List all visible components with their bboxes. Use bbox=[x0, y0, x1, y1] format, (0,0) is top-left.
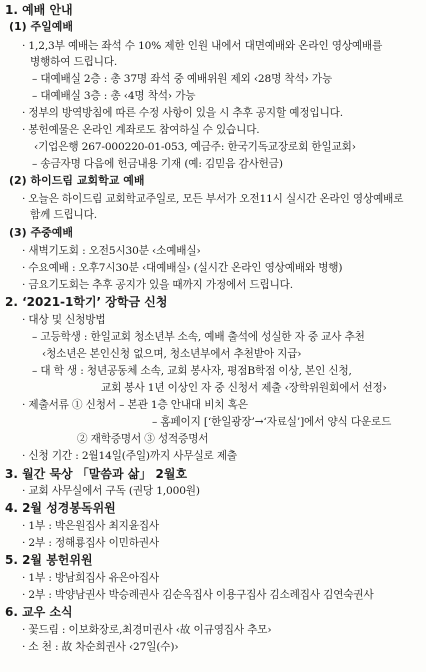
flower-donation: · 꽃드림 : 이보화장로,최경미권사 ‹故 이규영집사 추모› bbox=[22, 624, 272, 636]
wednesday-worship: · 수요예배 : 오후7시30분 ‹대예배실› (실시간 온라인 영상예배와 병행) bbox=[22, 262, 343, 274]
subscription-info: · 교회 사무실에서 구독 (권당 1,000원) bbox=[22, 485, 200, 497]
university-criteria: – 대 학 생 : 청년공동체 소속, 교회 봉사자, 평점B학점 이상, 본인 신청, bbox=[32, 365, 352, 377]
section-6-title: 6. 교우 소식 bbox=[5, 605, 73, 619]
scholarship-target-heading: · 대상 및 신청방법 bbox=[22, 314, 106, 326]
section-4-title: 4. 2월 성경봉독위원 bbox=[5, 501, 116, 515]
high-school-criteria-note: ‹청소년은 본인신청 없으며, 청소년부에서 추천받아 지급› bbox=[42, 348, 302, 360]
quarantine-policy-note: · 정부의 방역방침에 따른 수정 사항이 있을 시 추후 공지할 예정입니다. bbox=[22, 107, 343, 119]
subsection-weekday-worship: (3) 주중예배 bbox=[9, 226, 74, 239]
bank-account-info: ‹기업은행 267-000220-01-053, 예금주: 한국기독교장로회 한일교회› bbox=[34, 141, 356, 153]
main-hall-floor-2: – 대예배실 2층 : 총 37명 좌석 중 예배위원 제외 ‹28명 착석› 가능 bbox=[32, 73, 333, 85]
bible-reading-service-2: · 2부 : 정해룡집사 이민하권사 bbox=[22, 537, 160, 549]
passing-notice: · 소 천 : 故 차순희권사 ‹27일(수)› bbox=[22, 641, 179, 653]
subsection-sunday-worship: (1) 주일예배 bbox=[9, 20, 74, 33]
university-criteria-cont: 교회 봉사 1년 이상인 자 중 신청서 제출 ‹장학위원회에서 선정› bbox=[101, 382, 387, 394]
dawn-prayer: · 새벽기도회 : 오전5시30분 ‹소예배실› bbox=[22, 245, 201, 257]
section-1-title: 1. 예배 안내 bbox=[5, 3, 73, 17]
section-3-title: 3. 월간 묵상 「말씀과 삶」 2월호 bbox=[5, 467, 188, 481]
offering-service-1: · 1부 : 방남희집사 유은아집사 bbox=[22, 572, 160, 584]
subsection-church-school: (2) 하이드림 교회학교 예배 bbox=[9, 174, 145, 187]
friday-prayer: · 금요기도회는 추후 공지가 있을 때까지 가정에서 드립니다. bbox=[22, 279, 293, 291]
documents-download: – 홈페이지 [‘한일광장’→‘자료실’]에서 양식 다운로드 bbox=[152, 416, 392, 428]
sunday-worship-note-1-cont: 병행하여 드립니다. bbox=[30, 56, 118, 68]
documents-item-2-3: ② 재학증명서 ③ 성적증명서 bbox=[77, 433, 209, 445]
church-school-note-cont: 함께 드립니다. bbox=[30, 209, 97, 221]
main-hall-floor-3: – 대예배실 3층 : 총 ‹4명 착석› 가능 bbox=[32, 90, 196, 102]
section-2-title: 2. ‘2021-1학기’ 장학금 신청 bbox=[5, 295, 168, 309]
offering-service-2: · 2부 : 박양남권사 박승례권사 김순옥집사 이용구집사 김소례집사 김연숙권사 bbox=[22, 589, 374, 601]
high-school-criteria: – 고등학생 : 한일교회 청소년부 소속, 예배 출석에 성실한 자 중 교사 추천 bbox=[32, 331, 365, 343]
sunday-worship-note-1: · 1,2,3부 예배는 좌석 수 10% 제한 인원 내에서 대면예배와 온라인 영상예배를 bbox=[22, 40, 383, 52]
church-school-note: · 오늘은 하이드림 교회학교주일로, 모든 부서가 오전11시 실시간 온라인 영상예배로 bbox=[22, 193, 404, 205]
section-5-title: 5. 2월 봉헌위원 bbox=[5, 553, 93, 567]
application-period: · 신청 기간 : 2월14일(주일)까지 사무실로 제출 bbox=[22, 450, 238, 462]
bible-reading-service-1: · 1부 : 박은원집사 최지윤집사 bbox=[22, 520, 160, 532]
online-offering-note: · 봉헌예물은 온라인 계좌로도 참여하실 수 있습니다. bbox=[22, 124, 260, 136]
documents-item-1: · 제출서류 ① 신청서 – 본관 1층 안내대 비치 혹은 bbox=[22, 399, 248, 411]
remittance-name-note: – 송금자명 다음에 헌금내용 기재 (예: 김믿음 감사헌금) bbox=[32, 158, 283, 170]
